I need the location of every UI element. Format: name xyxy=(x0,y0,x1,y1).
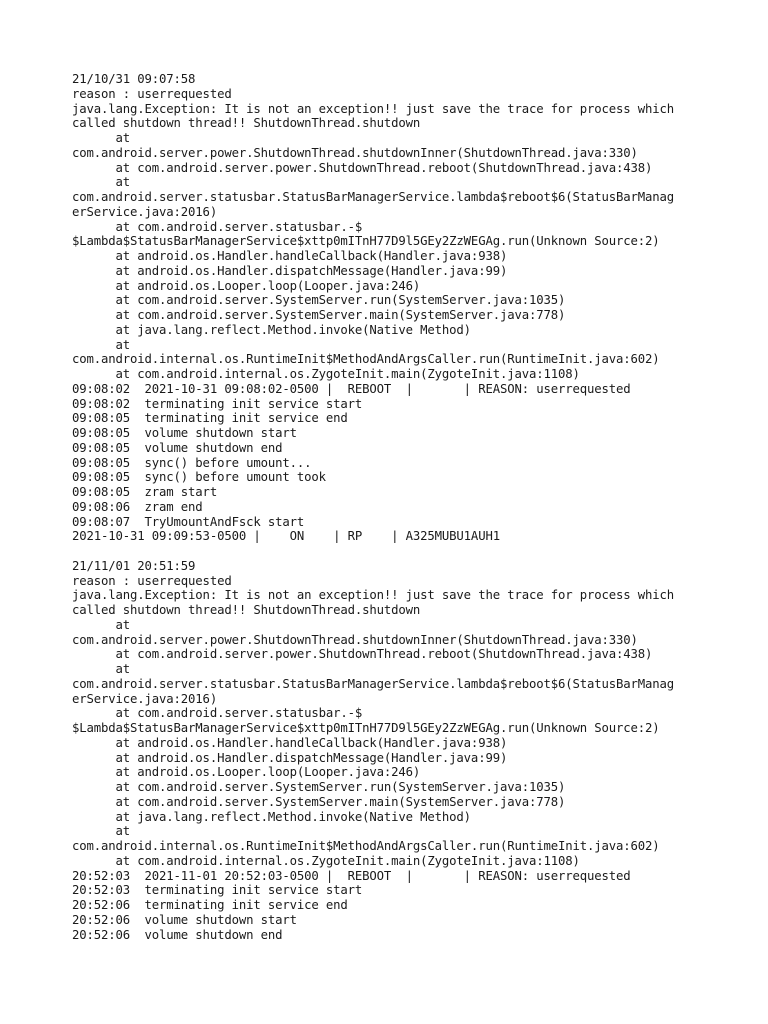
log-line: $Lambda$StatusBarManagerService$xttp0mITnH77D9l5GEy2ZzWEGAg.run(Unknown Source:2) xyxy=(72,721,660,735)
block-separator xyxy=(72,544,712,559)
log-line: 09:08:02 terminating init service start xyxy=(72,396,363,411)
log-line: com.android.internal.os.RuntimeInit$MethodAndArgsCaller.run(RuntimeInit.java:602) xyxy=(72,839,660,853)
log-line: at com.android.server.power.ShutdownThread.reboot(ShutdownThread.java:438) xyxy=(72,160,653,175)
log-line: at xyxy=(72,175,131,190)
log-line: 21/10/31 09:07:58 xyxy=(72,72,196,86)
log-line: at xyxy=(72,337,131,352)
log-line: at android.os.Handler.handleCallback(Handler.java:938) xyxy=(72,735,508,750)
log-line: 09:08:05 zram start xyxy=(72,485,218,499)
log-line: java.lang.Exception: It is not an exception!! just save the trace for process which xyxy=(72,101,675,116)
log-line: com.android.internal.os.RuntimeInit$MethodAndArgsCaller.run(RuntimeInit.java:602) xyxy=(72,352,660,367)
log-line: at com.android.server.power.ShutdownThread.reboot(ShutdownThread.java:438) xyxy=(72,647,653,662)
log-block-2 xyxy=(72,559,712,943)
log-line: at com.android.internal.os.ZygoteInit.main(ZygoteInit.java:1108) xyxy=(72,367,580,381)
log-line: called shutdown thread!! ShutdownThread.shutdown xyxy=(72,603,421,617)
log-line: at com.android.server.SystemServer.main(SystemServer.java:778) xyxy=(72,308,566,322)
log-line: 09:08:05 sync() before umount... xyxy=(72,455,312,470)
log-line: com.android.server.power.ShutdownThread.shutdownInner(ShutdownThread.java:330) xyxy=(72,632,638,647)
log-document xyxy=(72,72,712,942)
log-line: erService.java:2016) xyxy=(72,691,218,706)
log-line: at android.os.Handler.dispatchMessage(Handler.java:99) xyxy=(72,750,508,765)
log-line: 20:52:06 terminating init service end xyxy=(72,898,348,912)
log-line: at com.android.server.SystemServer.run(SystemServer.java:1035) xyxy=(72,780,566,794)
log-line: $Lambda$StatusBarManagerService$xttp0mITnH77D9l5GEy2ZzWEGAg.run(Unknown Source:2) xyxy=(72,234,660,249)
log-line: 09:08:02 2021-10-31 09:08:02-0500 | REBOOT | | REASON: userrequested xyxy=(72,381,631,396)
log-line: 09:08:05 volume shutdown end xyxy=(72,440,283,455)
log-line: 20:52:03 2021-11-01 20:52:03-0500 | REBOOT | | REASON: userrequested xyxy=(72,868,631,883)
log-line: 09:08:05 volume shutdown start xyxy=(72,426,297,440)
log-line: 09:08:07 TryUmountAndFsck start xyxy=(72,514,305,529)
log-line: at java.lang.reflect.Method.invoke(Native Method) xyxy=(72,322,471,337)
log-line: 09:08:06 zram end xyxy=(72,499,203,514)
log-line: at xyxy=(72,617,131,632)
log-line: at com.android.server.SystemServer.main(SystemServer.java:778) xyxy=(72,794,566,809)
log-line: at android.os.Looper.loop(Looper.java:246) xyxy=(72,765,421,780)
log-line: 20:52:06 volume shutdown start xyxy=(72,912,297,927)
log-line: at java.lang.reflect.Method.invoke(Native Method) xyxy=(72,809,471,824)
log-line: 2021-10-31 09:09:53-0500 | ON | RP | A325MUBU1AUH1 xyxy=(72,529,500,544)
log-line: at xyxy=(72,824,131,839)
log-line: 20:52:03 terminating init service start xyxy=(72,883,363,898)
log-line: at android.os.Handler.dispatchMessage(Handler.java:99) xyxy=(72,263,508,278)
log-line: java.lang.Exception: It is not an exception!! just save the trace for process which xyxy=(72,588,675,603)
log-line: 09:08:05 terminating init service end xyxy=(72,411,348,426)
log-line: at com.android.server.statusbar.-$ xyxy=(72,706,363,721)
log-line: com.android.server.statusbar.StatusBarManagerService.lambda$reboot$6(StatusBarManag xyxy=(72,190,675,204)
log-line: 09:08:05 sync() before umount took xyxy=(72,470,326,485)
log-line: 21/11/01 20:51:59 xyxy=(72,558,196,573)
log-line: at xyxy=(72,662,131,676)
log-line: com.android.server.statusbar.StatusBarManagerService.lambda$reboot$6(StatusBarManag xyxy=(72,676,675,691)
log-line: reason : userrequested xyxy=(72,573,232,588)
log-line: com.android.server.power.ShutdownThread.shutdownInner(ShutdownThread.java:330) xyxy=(72,145,638,160)
log-line: at android.os.Looper.loop(Looper.java:246) xyxy=(72,278,421,293)
log-line: at com.android.internal.os.ZygoteInit.main(ZygoteInit.java:1108) xyxy=(72,853,580,868)
log-line: 20:52:06 volume shutdown end xyxy=(72,927,283,942)
log-line: at com.android.server.SystemServer.run(SystemServer.java:1035) xyxy=(72,293,566,308)
log-block-1 xyxy=(72,72,712,544)
log-line: reason : userrequested xyxy=(72,86,232,101)
log-line: erService.java:2016) xyxy=(72,204,218,219)
log-line: at android.os.Handler.handleCallback(Handler.java:938) xyxy=(72,249,508,263)
log-line: at com.android.server.statusbar.-$ xyxy=(72,219,363,234)
log-line: called shutdown thread!! ShutdownThread.shutdown xyxy=(72,116,421,131)
log-line: at xyxy=(72,131,131,145)
